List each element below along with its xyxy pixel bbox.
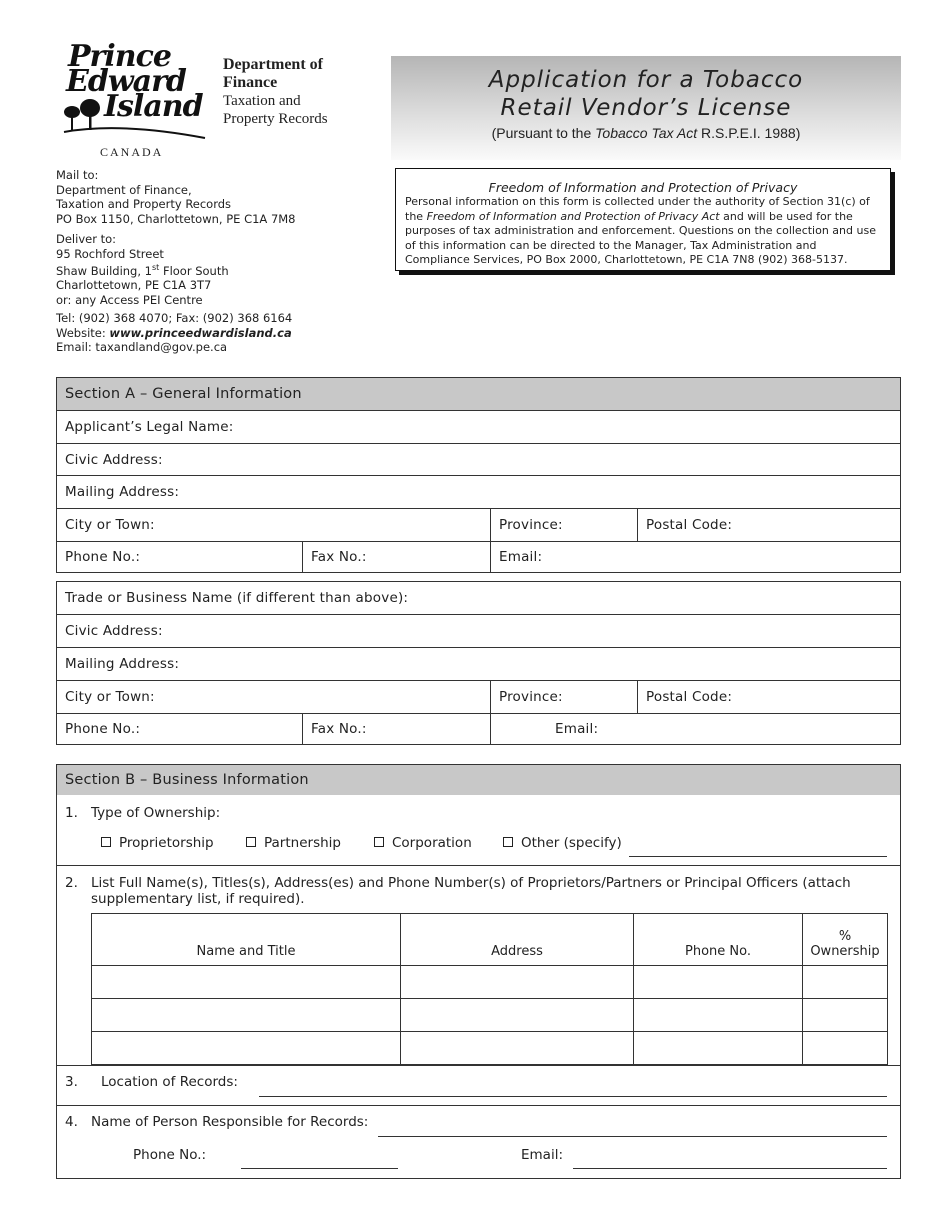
- table-cell[interactable]: [92, 999, 401, 1032]
- checkbox[interactable]: [374, 837, 384, 847]
- ownership-corporation[interactable]: Corporation: [374, 835, 472, 851]
- dept-line-2: Finance: [223, 74, 278, 91]
- title-line-2: Retail Vendor’s License: [500, 95, 792, 121]
- logo-text-island: Island: [104, 89, 203, 124]
- col-phone: Phone No.: [634, 914, 803, 966]
- q2-label: List Full Name(s), Titles(s), Address(es) and Phone Number(s) of Proprietors/Partners or Principal Officers (attach supplementary list, if required).: [91, 875, 851, 907]
- responsible-phone-line[interactable]: [241, 1168, 398, 1169]
- mail-to-block: [56, 168, 296, 226]
- table-cell[interactable]: [803, 1032, 888, 1065]
- trees-icon: [60, 89, 208, 142]
- table-cell[interactable]: [803, 966, 888, 999]
- privacy-notice: [395, 168, 891, 271]
- privacy-text: Personal information on this form is collected under the authority of Section 31(c) of the Freedom of Information and Protection of Privacy Act and will be used for the purposes of tax administration and enforcement. Questions on the collection and use of this information can be directed to the Manager, Tax Administration and Compliance Services, PO Box 2000, Charlottetown, PE C1A 7N8 (902) 368-5137.: [405, 195, 876, 266]
- contact-info: [56, 311, 292, 355]
- mailing-address-field[interactable]: Mailing Address:: [65, 484, 180, 500]
- postal-code-field[interactable]: Postal Code:: [637, 509, 900, 541]
- civic-address-field[interactable]: Civic Address:: [65, 451, 163, 468]
- section-b-table: [56, 764, 901, 1179]
- section-a-table: [56, 377, 901, 573]
- fax-field[interactable]: Fax No.:: [302, 542, 490, 572]
- q3-label: Location of Records:: [101, 1074, 238, 1090]
- mail-line: PO Box 1150, Charlottetown, PE C1A 7M8: [56, 211, 296, 226]
- divider: [57, 865, 900, 866]
- col-ownership: % Ownership: [803, 914, 888, 966]
- deliver-to-block: [56, 232, 229, 307]
- website-line: Website: www.princeedwardisland.ca: [56, 325, 292, 340]
- q4-label: Name of Person Responsible for Records:: [91, 1114, 369, 1130]
- checkbox[interactable]: [246, 837, 256, 847]
- ownership-proprietorship[interactable]: Proprietorship: [101, 835, 214, 851]
- logo-text-prince: Prince: [68, 39, 171, 74]
- email-line: Email: taxandland@gov.pe.ca: [56, 340, 228, 354]
- phone-field[interactable]: Phone No.:: [65, 549, 141, 565]
- deliver-line: or: any Access PEI Centre: [56, 292, 203, 307]
- responsible-person-line[interactable]: [378, 1136, 887, 1137]
- deliver-line: Shaw Building, 1st Floor South: [56, 263, 229, 278]
- mail-line: Department of Finance,: [56, 182, 192, 197]
- pei-logo: [60, 39, 210, 162]
- website-link[interactable]: www.princeedwardisland.ca: [109, 325, 292, 340]
- checkbox[interactable]: [101, 837, 111, 847]
- dept-line-4: Property Records: [223, 111, 328, 127]
- dept-line-1: Department of: [223, 56, 323, 73]
- title-line-1: Application for a Tobacco: [488, 67, 804, 93]
- deliver-line: Charlottetown, PE C1A 3T7: [56, 278, 212, 293]
- table-cell[interactable]: [401, 1032, 634, 1065]
- title-subtitle: (Pursuant to the Tobacco Tax Act R.S.P.E.I. 1988): [491, 125, 801, 141]
- trade-civic-address-field[interactable]: Civic Address:: [65, 623, 163, 639]
- trade-email-field[interactable]: Email:: [490, 714, 900, 744]
- owners-table: [91, 913, 888, 1065]
- mail-line: Taxation and Property Records: [56, 197, 232, 211]
- divider: [57, 1065, 900, 1066]
- logo-text-edward: Edward: [66, 64, 186, 99]
- legal-name-field[interactable]: Applicant’s Legal Name:: [65, 419, 234, 435]
- table-row: [92, 1032, 888, 1065]
- table-cell[interactable]: [401, 966, 634, 999]
- city-field[interactable]: City or Town:: [65, 517, 155, 533]
- tel-fax: Tel: (902) 368 4070; Fax: (902) 368 6164: [56, 311, 293, 325]
- ownership-partnership[interactable]: Partnership: [246, 835, 341, 851]
- q3-number: 3.: [65, 1074, 78, 1090]
- title-banner: [391, 56, 901, 160]
- table-row: [92, 999, 888, 1032]
- table-cell[interactable]: [92, 1032, 401, 1065]
- deliver-line: 95 Rochford Street: [56, 246, 164, 261]
- trade-name-table: [56, 581, 901, 745]
- q4-number: 4.: [65, 1114, 78, 1130]
- q4-phone-label: Phone No.:: [133, 1147, 207, 1163]
- checkbox[interactable]: [503, 837, 513, 847]
- table-cell[interactable]: [401, 999, 634, 1032]
- mail-to-label: Mail to:: [56, 168, 99, 182]
- q1-label: Type of Ownership:: [91, 805, 221, 821]
- col-name-title: Name and Title: [92, 914, 401, 966]
- table-cell[interactable]: [634, 999, 803, 1032]
- table-cell[interactable]: [634, 1032, 803, 1065]
- other-specify-line[interactable]: [629, 856, 887, 857]
- trade-postal-code-field[interactable]: Postal Code:: [637, 681, 900, 713]
- dept-line-3: Taxation and: [223, 93, 301, 109]
- province-field[interactable]: Province:: [490, 509, 637, 541]
- trade-phone-field[interactable]: Phone No.:: [65, 721, 141, 737]
- divider: [57, 1105, 900, 1106]
- department-name: [223, 56, 328, 128]
- table-cell[interactable]: [634, 966, 803, 999]
- trade-fax-field[interactable]: Fax No.:: [302, 714, 490, 744]
- section-b-heading: Section B – Business Information: [57, 765, 900, 795]
- trade-city-field[interactable]: City or Town:: [65, 689, 155, 705]
- trade-mailing-address-field[interactable]: Mailing Address:: [65, 656, 180, 672]
- q4-email-label: Email:: [521, 1147, 564, 1163]
- ownership-other[interactable]: Other (specify): [503, 835, 622, 851]
- table-row: [92, 966, 888, 999]
- col-address: Address: [401, 914, 634, 966]
- q1-number: 1.: [65, 805, 78, 821]
- table-cell[interactable]: [803, 999, 888, 1032]
- trade-name-field[interactable]: Trade or Business Name (if different than above):: [65, 590, 409, 606]
- q2-number: 2.: [65, 875, 78, 891]
- deliver-to-label: Deliver to:: [56, 232, 117, 246]
- table-cell[interactable]: [92, 966, 401, 999]
- logo-country: CANADA: [100, 145, 164, 159]
- trade-province-field[interactable]: Province:: [490, 681, 637, 713]
- location-of-records-line[interactable]: [259, 1096, 887, 1097]
- responsible-email-line[interactable]: [573, 1168, 887, 1169]
- privacy-heading: Freedom of Information and Protection of Privacy: [488, 180, 798, 195]
- email-field[interactable]: Email:: [490, 542, 900, 572]
- section-a-heading: Section A – General Information: [57, 378, 900, 410]
